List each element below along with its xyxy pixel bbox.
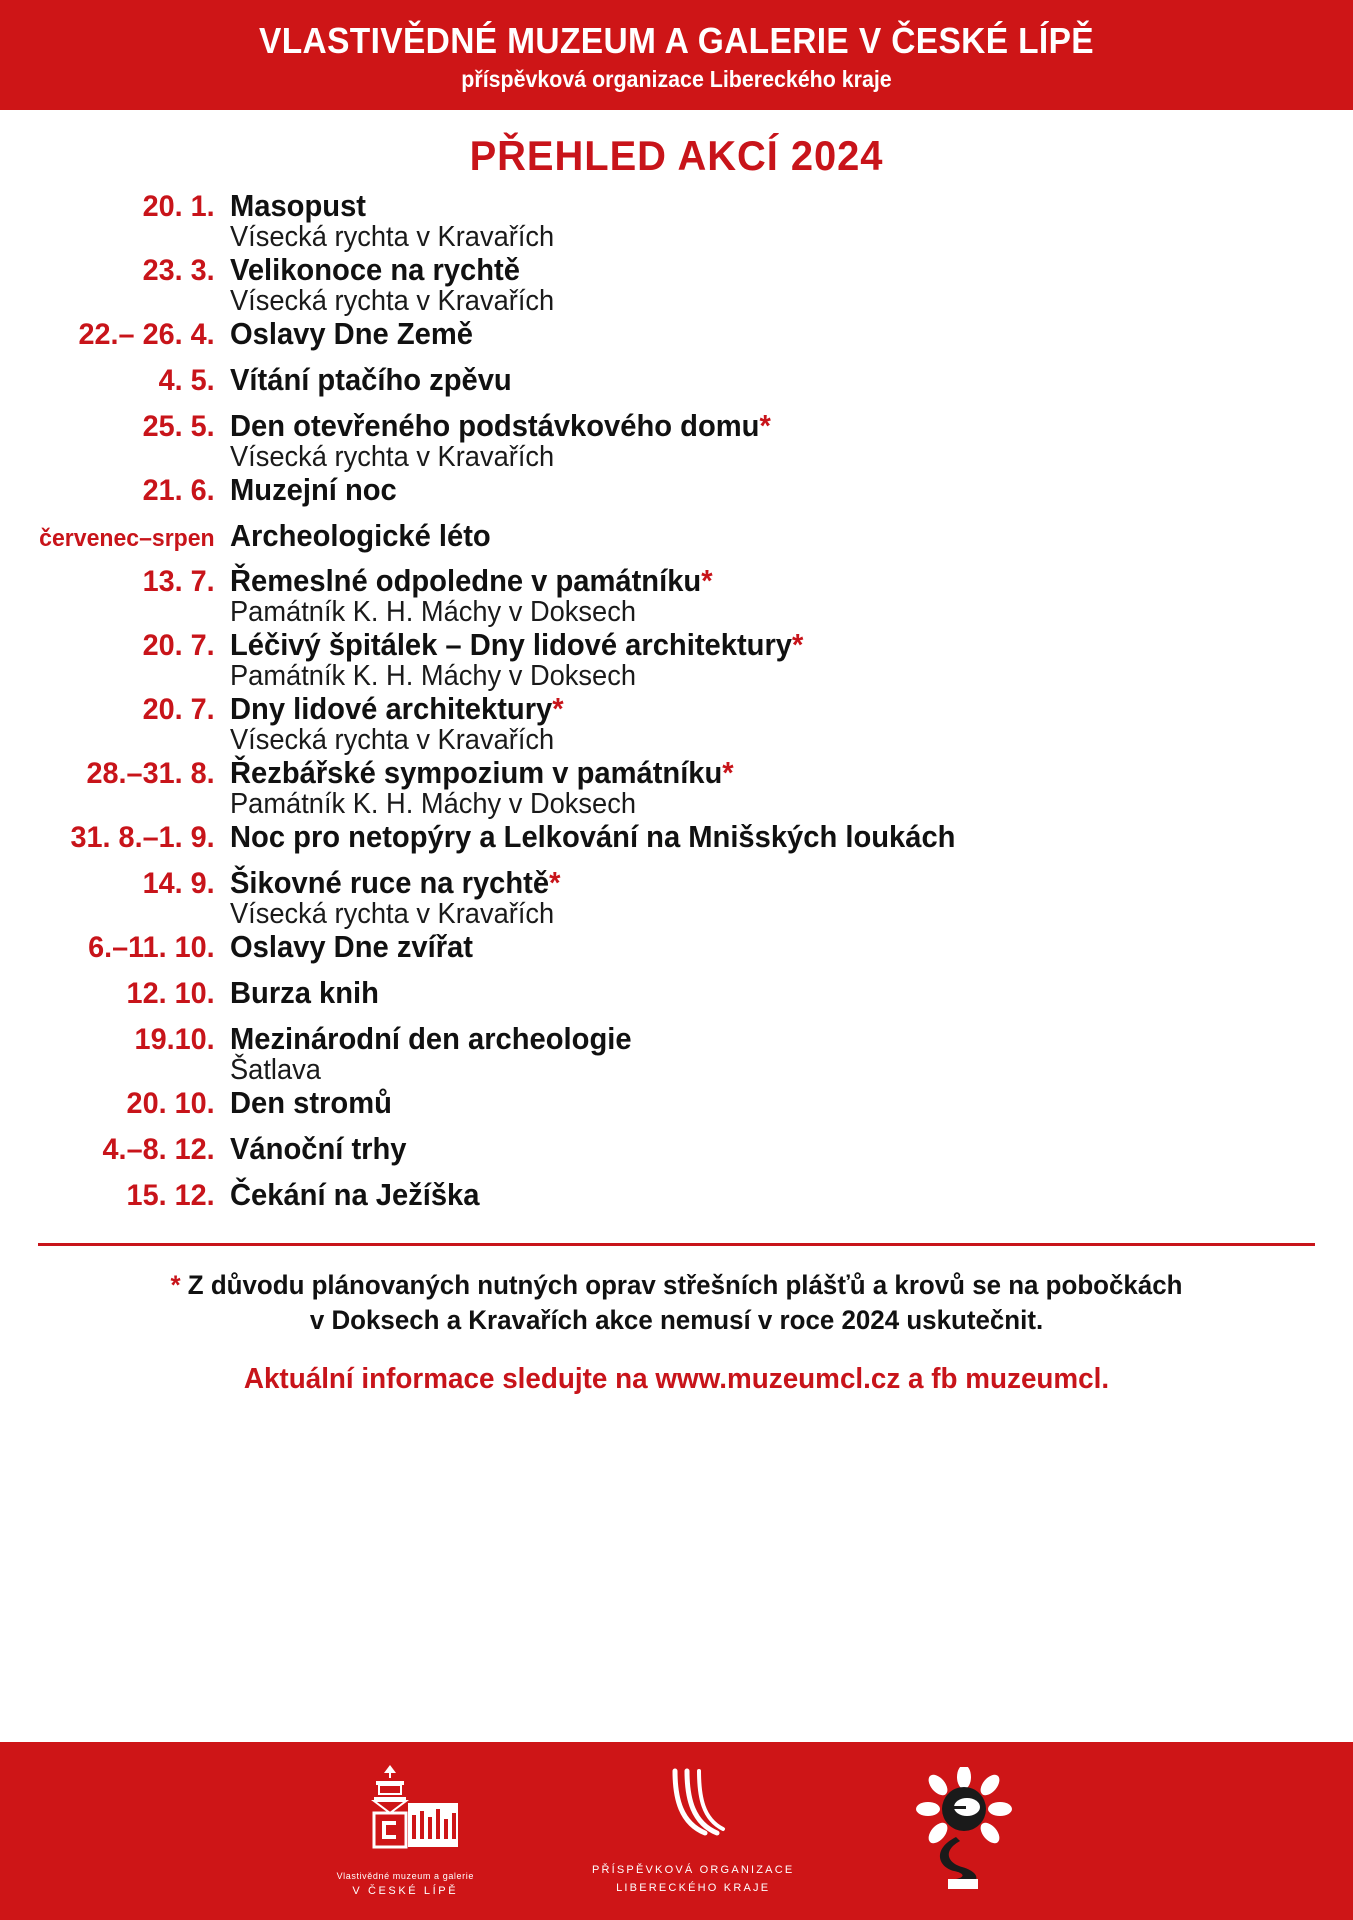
event-name xyxy=(230,867,1248,898)
venue-spacer xyxy=(0,443,230,472)
row-gap xyxy=(0,1010,1313,1023)
event-row xyxy=(0,410,1313,442)
row-gap xyxy=(0,854,1313,867)
event-row xyxy=(0,693,1313,725)
event-item xyxy=(0,629,1313,691)
events-list xyxy=(0,190,1353,1225)
event-date: 19.10. xyxy=(134,1023,215,1056)
event-name-text: Léčivý špitálek – Dny lidové architektury xyxy=(230,627,793,662)
event-venue: Šatlava xyxy=(230,1054,321,1086)
museum-logo-block xyxy=(337,1763,474,1900)
event-date: 4.–8. 12. xyxy=(102,1133,215,1166)
event-name xyxy=(230,1087,1248,1118)
event-date: 20. 10. xyxy=(126,1087,215,1120)
row-gap xyxy=(0,1120,1313,1133)
event-row xyxy=(0,565,1313,597)
venue-spacer xyxy=(0,790,230,819)
event-item xyxy=(0,977,1313,1023)
event-item xyxy=(0,757,1313,819)
lk-caption-line2: LIBERECKÉHO KRAJE xyxy=(616,1881,771,1894)
event-date: 20. 7. xyxy=(142,629,215,662)
event-item xyxy=(0,931,1313,977)
event-item xyxy=(0,1179,1313,1225)
museum-logo-caption xyxy=(337,1870,474,1900)
event-row xyxy=(0,867,1313,899)
event-name xyxy=(230,364,1248,395)
event-date: 6.–11. 10. xyxy=(88,931,215,964)
event-name-text: Řezbářské sympozium v památníku xyxy=(230,755,723,790)
event-name-text: Dny lidové architektury xyxy=(230,691,553,726)
venue-spacer xyxy=(0,662,230,691)
event-name-text: Archeologické léto xyxy=(230,518,491,553)
event-row xyxy=(0,629,1313,661)
event-row xyxy=(0,364,1313,396)
event-name-text: Mezinárodní den archeologie xyxy=(230,1021,632,1056)
event-item xyxy=(0,254,1313,316)
event-row xyxy=(0,757,1313,789)
event-row xyxy=(0,1023,1313,1055)
event-row xyxy=(0,190,1313,222)
row-gap xyxy=(0,507,1313,520)
event-name-text: Oslavy Dne Země xyxy=(230,316,473,351)
event-row xyxy=(0,931,1313,963)
event-name-text: Den otevřeného podstávkového domu xyxy=(230,408,760,443)
row-gap xyxy=(0,1166,1313,1179)
event-venue-row xyxy=(0,223,1313,252)
footnote-line2: v Doksech a Kravařích akce nemusí v roce 2024 uskutečnit. xyxy=(309,1304,1044,1335)
museum-logo-caption-line2: V ČESKÉ LÍPĚ xyxy=(352,1885,459,1897)
museum-building-icon xyxy=(346,1763,464,1864)
event-asterisk: * xyxy=(552,691,564,726)
event-name xyxy=(230,410,1248,441)
event-item xyxy=(0,1023,1313,1085)
museum-subtitle: příspěvková organizace Libereckého kraje xyxy=(461,65,892,92)
event-asterisk: * xyxy=(722,755,734,790)
row-gap xyxy=(0,351,1313,364)
event-item xyxy=(0,867,1313,929)
event-venue-row xyxy=(0,598,1313,627)
event-name xyxy=(230,190,1248,221)
venue-spacer xyxy=(0,223,230,252)
museum-title: VLASTIVĚDNÉ MUZEUM A GALERIE V ČESKÉ LÍPĚ xyxy=(259,20,1094,61)
footnote-line1: Z důvodu plánovaných nutných oprav střešních plášťů a krovů se na pobočkách xyxy=(187,1270,1183,1300)
event-row xyxy=(0,520,1313,551)
event-name-text: Čekání na Ježíška xyxy=(230,1177,480,1212)
event-date: 15. 12. xyxy=(126,1179,215,1212)
event-item xyxy=(0,565,1313,627)
row-gap xyxy=(0,964,1313,977)
sun-flower-logo-block xyxy=(912,1767,1016,1896)
event-venue: Vísecká rychta v Kravařích xyxy=(230,221,555,253)
event-venue-row xyxy=(0,443,1313,472)
event-item xyxy=(0,821,1313,867)
logo-band xyxy=(0,1742,1353,1920)
event-name-text: Burza knih xyxy=(230,975,379,1010)
event-venue-row xyxy=(0,1056,1313,1085)
event-name xyxy=(230,254,1248,285)
event-item xyxy=(0,190,1313,252)
event-name xyxy=(230,757,1248,788)
event-venue: Památník K. H. Máchy v Doksech xyxy=(230,596,637,628)
event-asterisk: * xyxy=(759,408,771,443)
liberecky-kraj-logo-block xyxy=(592,1765,794,1897)
footnote xyxy=(27,1246,1326,1337)
event-date: 28.–31. 8. xyxy=(86,757,215,790)
event-name xyxy=(230,1179,1248,1210)
event-date: 20. 7. xyxy=(142,693,215,726)
event-name xyxy=(230,474,1248,505)
event-venue-row xyxy=(0,662,1313,691)
event-name-text: Velikonoce na rychtě xyxy=(230,252,520,287)
event-venue-row xyxy=(0,287,1313,316)
event-name-text: Šikovné ruce na rychtě xyxy=(230,865,550,900)
event-row xyxy=(0,1133,1313,1165)
event-row xyxy=(0,254,1313,286)
event-venue: Vísecká rychta v Kravařích xyxy=(230,898,555,930)
event-name xyxy=(230,520,1248,551)
event-name-text: Řemeslné odpoledne v památníku xyxy=(230,563,702,598)
page-title: PŘEHLED AKCÍ 2024 xyxy=(469,132,884,179)
event-name-text: Vánoční trhy xyxy=(230,1131,407,1166)
event-name-text: Oslavy Dne zvířat xyxy=(230,929,473,964)
event-date: 4. 5. xyxy=(158,364,215,397)
liberecky-kraj-caption xyxy=(592,1862,794,1897)
event-name-text: Noc pro netopýry a Lelkování na Mnišských loukách xyxy=(230,819,956,854)
event-asterisk: * xyxy=(701,563,713,598)
event-row xyxy=(0,474,1313,506)
swoosh-icon xyxy=(643,1765,743,1852)
event-name-text: Muzejní noc xyxy=(230,472,397,507)
event-item xyxy=(0,520,1313,565)
poster-header xyxy=(0,0,1353,110)
event-venue: Památník K. H. Máchy v Doksech xyxy=(230,660,637,692)
event-row xyxy=(0,821,1313,853)
event-date: 21. 6. xyxy=(142,474,215,507)
event-item xyxy=(0,364,1313,410)
event-item xyxy=(0,1133,1313,1179)
event-date: 12. 10. xyxy=(126,977,215,1010)
event-name xyxy=(230,977,1248,1008)
event-date: 20. 1. xyxy=(142,190,215,223)
event-name xyxy=(230,565,1248,596)
event-name-text: Vítání ptačího zpěvu xyxy=(230,362,512,397)
venue-spacer xyxy=(0,287,230,316)
event-item xyxy=(0,410,1313,472)
event-row xyxy=(0,318,1313,350)
event-item xyxy=(0,474,1313,520)
event-name xyxy=(230,318,1248,349)
event-venue: Vísecká rychta v Kravařích xyxy=(230,724,555,756)
event-name xyxy=(230,821,1248,852)
row-gap xyxy=(0,1212,1313,1225)
event-venue: Památník K. H. Máchy v Doksech xyxy=(230,788,637,820)
event-row xyxy=(0,1179,1313,1211)
event-venue-row xyxy=(0,726,1313,755)
sun-flower-icon xyxy=(912,1767,1016,1896)
event-item xyxy=(0,318,1313,364)
event-name-text: Masopust xyxy=(230,188,367,223)
event-venue: Vísecká rychta v Kravařích xyxy=(230,441,555,473)
event-name xyxy=(230,931,1248,962)
event-name xyxy=(230,629,1248,660)
footnote-asterisk: * xyxy=(170,1270,181,1300)
event-date: červenec–srpen xyxy=(39,525,215,552)
event-name-text: Den stromů xyxy=(230,1085,392,1120)
venue-spacer xyxy=(0,900,230,929)
event-venue: Vísecká rychta v Kravařích xyxy=(230,285,555,317)
event-date: 25. 5. xyxy=(142,410,215,443)
lk-caption-line1: PŘÍSPĚVKOVÁ ORGANIZACE xyxy=(591,1863,795,1876)
event-date: 31. 8.–1. 9. xyxy=(70,821,215,854)
event-asterisk: * xyxy=(549,865,561,900)
venue-spacer xyxy=(0,598,230,627)
event-item xyxy=(0,693,1313,755)
venue-spacer xyxy=(0,726,230,755)
event-name xyxy=(230,1133,1248,1164)
event-row xyxy=(0,1087,1313,1119)
info-line: Aktuální informace sledujte na www.muzeumcl.cz a fb muzeumcl. xyxy=(243,1363,1110,1396)
event-date: 22.– 26. 4. xyxy=(78,318,215,351)
venue-spacer xyxy=(0,1056,230,1085)
poster-body xyxy=(0,110,1353,1542)
event-date: 14. 9. xyxy=(142,867,215,900)
event-date: 13. 7. xyxy=(142,565,215,598)
event-name xyxy=(230,1023,1248,1054)
event-venue-row xyxy=(0,900,1313,929)
event-date: 23. 3. xyxy=(142,254,215,287)
event-item xyxy=(0,1087,1313,1133)
museum-logo-caption-line1: Vlastivědné muzeum a galerie xyxy=(336,1870,474,1881)
event-asterisk: * xyxy=(792,627,804,662)
event-venue-row xyxy=(0,790,1313,819)
event-name xyxy=(230,693,1248,724)
event-row xyxy=(0,977,1313,1009)
